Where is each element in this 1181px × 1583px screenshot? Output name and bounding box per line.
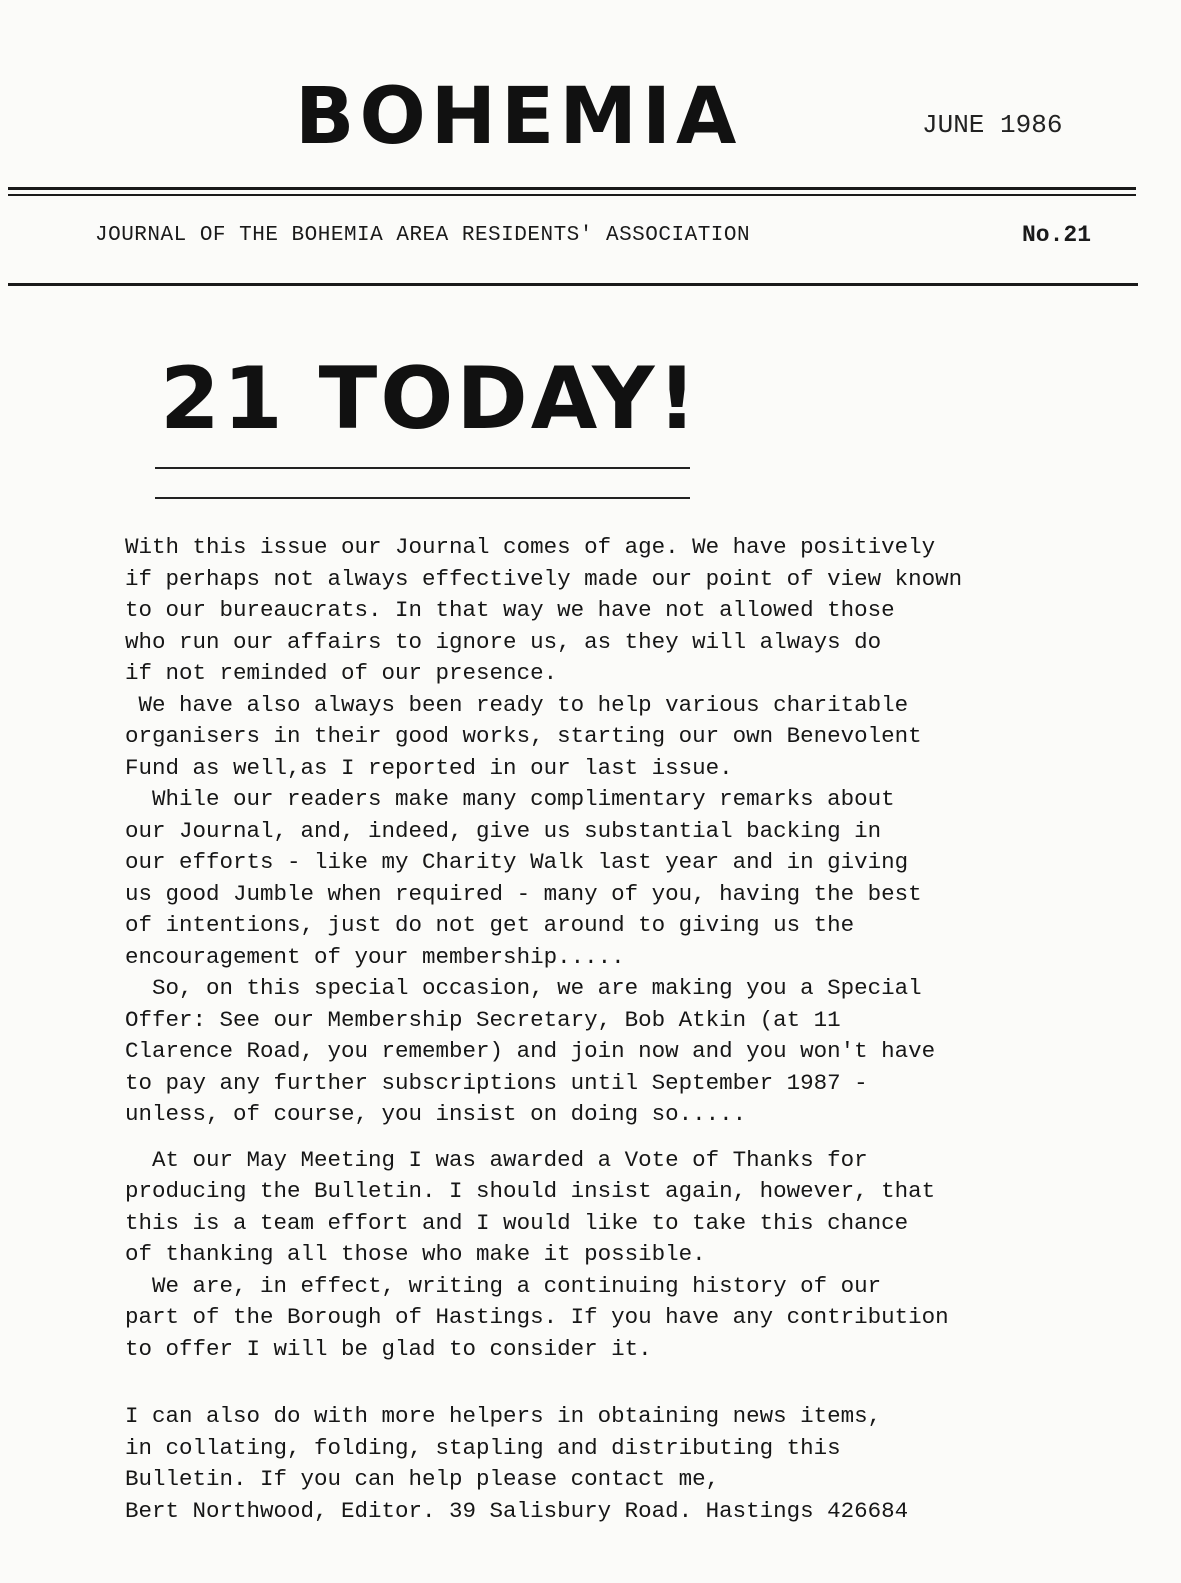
paragraph-readers: While our readers make many complimentary remarks about our Journal, and, indeed, give us substantial backing in our efforts - like my Charity Walk last year and in giving us good Jumble when required - many of you, having the best of intentions, just do not get around to giving us the encouragement of your membership..... [125, 786, 922, 970]
paragraph-special-offer: So, on this special occasion, we are making you a Special Offer: See our Membership Secretary, Bob Atkin (at 11 Clarence Road, you remember) and join now and you won't have to pay any further subscriptions until September 1987 - unless, of course, you insist on doing so..... [125, 975, 936, 1127]
issue-number: No.21 [1022, 222, 1092, 248]
article-headline: 21 TODAY! [160, 349, 700, 449]
paragraph-gap [125, 1131, 1145, 1145]
masthead-title: BOHEMIA [295, 72, 742, 162]
article-body [125, 532, 1145, 1527]
paragraph-gap [125, 1365, 1145, 1401]
journal-subtitle: JOURNAL OF THE BOHEMIA AREA RESIDENTS' ASSOCIATION [95, 224, 751, 247]
top-rule-upper [8, 187, 1136, 190]
paragraph-helpers-contact: I can also do with more helpers in obtaining news items, in collating, folding, stapling and distributing this Bulletin. If you can help please contact me, Bert Northwood, Editor. 39 Salisbury Road. Hastings 426684 [125, 1403, 909, 1524]
paragraph-history: We are, in effect, writing a continuing history of our part of the Borough of Hastings. If you have any contribution to offer I will be glad to consider it. [125, 1272, 949, 1362]
issue-date: JUNE 1986 [922, 110, 1063, 140]
headline-underline-2 [155, 497, 690, 499]
paragraph-vote-of-thanks: At our May Meeting I was awarded a Vote of Thanks for producing the Bulletin. I should insist again, however, that this is a team effort and I would like to take this chance of thanking all those who make it possible. [125, 1146, 936, 1267]
top-rule-lower [8, 194, 1136, 196]
paragraph-coming-of-age: With this issue our Journal comes of age. We have positively if perhaps not always effectively made our point of view known to our bureaucrats. In that way we have not allowed those who run our affairs to ignore us, as they will always do if not reminded of our presence. [125, 534, 963, 686]
paragraph-charity: We have also always been ready to help various charitable organisers in their good works, starting our own Benevolent Fund as well,as I reported in our last issue. [125, 691, 922, 781]
header-bottom-rule [8, 283, 1138, 286]
headline-underline-1 [155, 467, 690, 469]
